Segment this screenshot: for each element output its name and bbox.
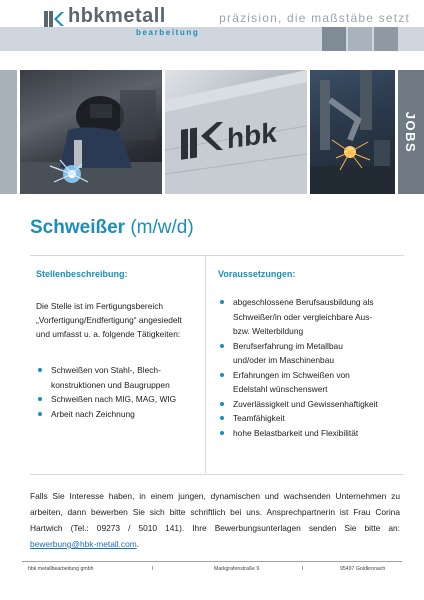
header-square (322, 27, 346, 51)
contact-text: Falls Sie Interesse haben, in einem jungen, dynamischen und wachsenden Unternehmen zu arbeiten, dann bewerben Sie sich bitte schriftlich bei uns. Ansprechpartnerin ist Frau Corina Hartwich (Tel.: 09273 / 5010 141). Ihre Bewerbungsunterlagen senden Sie bitte an: (30, 491, 400, 533)
jobs-tab (398, 70, 424, 194)
contact-paragraph (30, 488, 400, 552)
photo-welder (20, 70, 162, 194)
email-link[interactable]: bewerbung@hbk-metall.com (30, 539, 137, 549)
job-title (30, 217, 194, 239)
list-item (36, 363, 202, 392)
requirements-list (218, 295, 378, 440)
bullet-icon (38, 412, 42, 416)
bullet-icon (220, 416, 224, 420)
header-square (374, 27, 398, 51)
list-item-text: abgeschlossene Berufsausbildung als Schweißer/in oder vergleichbare Aus- bzw. Weiterbildung (233, 297, 374, 336)
job-description-heading: Stellenbeschreibung: (36, 269, 128, 279)
logo-subtitle: bearbeitung (136, 28, 200, 37)
footer-rule (22, 561, 402, 562)
bullet-icon (220, 431, 224, 435)
list-item (218, 368, 378, 397)
bullet-icon (220, 344, 224, 348)
footer-separator: I (152, 566, 154, 572)
robot-illustration (310, 70, 395, 194)
list-item-text: Schweißen von Stahl-, Blech- konstruktionen und Baugruppen (51, 365, 170, 390)
list-item (36, 392, 202, 407)
company-logo (44, 5, 200, 40)
header-slogan: präzision, die maßstäbe setzt (219, 11, 410, 25)
job-title-main: Schweißer (30, 217, 126, 238)
task-list (36, 363, 202, 421)
bullet-icon (220, 402, 224, 406)
list-item-text: hohe Belastbarkeit und Flexibilität (233, 427, 359, 438)
bullet-icon (38, 397, 42, 401)
side-color-block (0, 70, 17, 194)
list-item (218, 426, 378, 441)
list-item-text: Erfahrungen im Schweißen von Edelstahl wünschenswert (233, 369, 350, 394)
welder-illustration (20, 70, 162, 194)
footer-separator: I (302, 566, 304, 572)
footer-city: 95497 Goldkronach (340, 566, 386, 572)
column-divider (205, 256, 206, 473)
list-item-text: Berufserfahrung im Metallbau und/oder im Maschinenbau (233, 340, 343, 365)
footer-street: Markgrafenstraße 9 (214, 566, 260, 572)
sign-text: hbk (227, 116, 277, 155)
divider-bottom (30, 474, 404, 475)
list-item (218, 397, 378, 412)
list-item (36, 407, 202, 422)
contact-trailing: . (136, 539, 140, 549)
photo-hbk-sign (165, 70, 307, 194)
divider-top (30, 255, 404, 256)
bullet-icon (220, 300, 224, 304)
jobs-tab-label: JOBS (403, 111, 419, 153)
list-item (218, 411, 378, 426)
job-description-intro: Die Stelle ist im Fertigungsbereich „Vorfertigung/Endfertigung“ angesiedelt und umfasst u. a. folgende Tätigkeiten: (36, 301, 182, 339)
list-item (218, 339, 378, 368)
list-item (218, 295, 378, 339)
list-item-text: Teamfähigkeit (233, 413, 285, 423)
list-item-text: Arbeit nach Zeichnung (51, 408, 135, 419)
job-title-suffix: (m/w/d) (130, 217, 194, 238)
list-item-text: Schweißen nach MIG, MAG, WIG (51, 394, 177, 404)
logo-mark-icon (44, 9, 64, 29)
footer-company: hbk metallbearbeitung gmbh (28, 566, 94, 572)
requirements-heading: Voraussetzungen: (218, 269, 296, 279)
bullet-icon (38, 368, 42, 372)
list-item-text: Zuverlässigkeit und Gewissenhaftigkeit (233, 398, 378, 409)
logo-text: hbkmetall (68, 5, 166, 27)
bullet-icon (220, 373, 224, 377)
header-square (348, 27, 372, 51)
photo-welding-robot (310, 70, 395, 194)
